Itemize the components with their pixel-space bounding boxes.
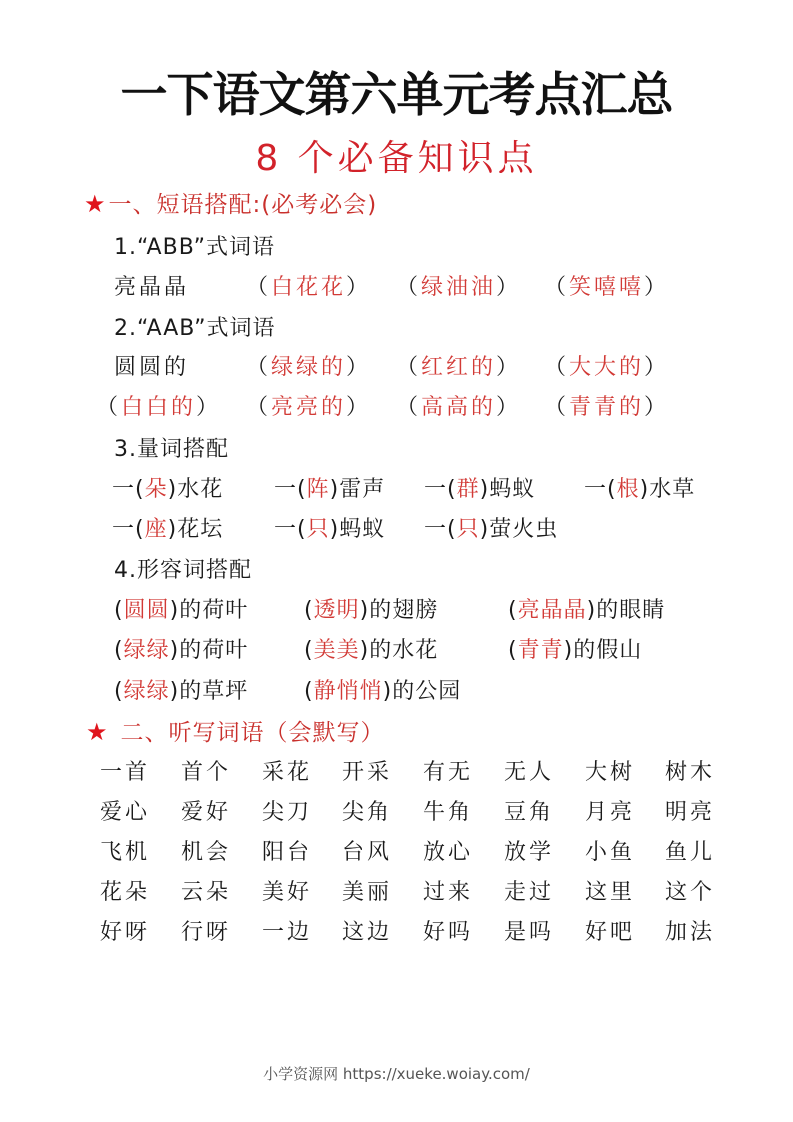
page-title: 一下语文第六单元考点汇总 (120, 68, 673, 123)
dictation-word: 爱心 (100, 800, 151, 825)
dictation-word: 一边 (262, 920, 313, 945)
aab-answer-7: （青青的） (544, 395, 670, 420)
star-icon: ★ (86, 718, 109, 746)
dictation-word: 明亮 (665, 800, 716, 825)
dictation-word: 走过 (504, 880, 555, 905)
dictation-word: 云朵 (181, 880, 232, 905)
dictation-word: 过来 (423, 880, 474, 905)
dictation-word: 爱好 (181, 800, 232, 825)
dictation-word: 这里 (585, 880, 636, 905)
section2-heading (86, 714, 385, 747)
dictation-word: 鱼儿 (665, 840, 716, 865)
adjective-item-6: (青青)的假山 (508, 638, 643, 663)
adjective-item-1: (圆圆)的荷叶 (114, 598, 249, 623)
dictation-word: 花朵 (100, 880, 151, 905)
dictation-word: 一首 (100, 760, 151, 785)
dictation-word: 开采 (342, 760, 393, 785)
dictation-word: 牛角 (423, 800, 474, 825)
dictation-word: 机会 (181, 840, 232, 865)
dictation-word: 这个 (665, 880, 716, 905)
aab-answer-5: （亮亮的） (246, 395, 372, 420)
dictation-word: 尖刀 (262, 800, 313, 825)
adjective-item-8: (静悄悄)的公园 (304, 679, 462, 704)
dictation-word: 行呀 (181, 920, 232, 945)
dictation-word: 小鱼 (585, 840, 636, 865)
dictation-word: 加法 (665, 920, 716, 945)
dictation-word: 放学 (504, 840, 555, 865)
abb-example: 亮晶晶 (114, 275, 190, 300)
dictation-word: 树木 (665, 760, 716, 785)
adjective-label: 4.形容词搭配 (114, 558, 252, 583)
dictation-word: 台风 (342, 840, 393, 865)
measure-item-3: 一(群)蚂蚁 (424, 477, 536, 502)
aab-answer-1: （绿绿的） (246, 355, 372, 380)
dictation-word: 美丽 (342, 880, 393, 905)
dictation-word: 有无 (423, 760, 474, 785)
dictation-word: 尖角 (342, 800, 393, 825)
dictation-word: 好呀 (100, 920, 151, 945)
measure-item-1: 一(朵)水花 (112, 477, 224, 502)
adjective-item-3: (亮晶晶)的眼睛 (508, 598, 666, 623)
adjective-item-7: (绿绿)的草坪 (114, 679, 249, 704)
measure-item-2: 一(阵)雷声 (274, 477, 386, 502)
aab-answer-6: （高高的） (396, 395, 522, 420)
section2-heading-text: 二、听写词语（会默写） (120, 720, 385, 746)
dictation-word: 这边 (342, 920, 393, 945)
adjective-item-2: (透明)的翅膀 (304, 598, 439, 623)
dictation-word: 放心 (423, 840, 474, 865)
dictation-word: 飞机 (100, 840, 151, 865)
dictation-word: 月亮 (585, 800, 636, 825)
dictation-word: 好吧 (585, 920, 636, 945)
aab-answer-4: （白白的） (96, 395, 222, 420)
measure-label: 3.量词搭配 (114, 437, 229, 462)
measure-item-6: 一(只)蚂蚁 (274, 517, 386, 542)
aab-answer-3: （大大的） (544, 355, 670, 380)
section1-heading-text: 一、短语搭配:(必考必会) (108, 192, 378, 218)
abb-answer-3: （笑嘻嘻） (544, 275, 670, 300)
abb-answer-2: （绿油油） (396, 275, 522, 300)
dictation-word: 首个 (181, 760, 232, 785)
abb-answer-1: （白花花） (246, 275, 372, 300)
aab-label: 2.“AAB”式词语 (114, 316, 276, 341)
dictation-word: 采花 (262, 760, 313, 785)
aab-answer-2: （红红的） (396, 355, 522, 380)
footer-source: 小学资源网 https://xueke.woiay.com/ (263, 1065, 530, 1083)
star-icon: ★ (84, 190, 107, 218)
dictation-word: 豆角 (504, 800, 555, 825)
measure-item-5: 一(座)花坛 (112, 517, 224, 542)
dictation-word: 美好 (262, 880, 313, 905)
dictation-word: 大树 (585, 760, 636, 785)
section1-heading (84, 186, 377, 219)
dictation-word: 阳台 (262, 840, 313, 865)
measure-item-7: 一(只)萤火虫 (424, 517, 559, 542)
measure-item-4: 一(根)水草 (584, 477, 696, 502)
adjective-item-5: (美美)的水花 (304, 638, 439, 663)
dictation-word: 好吗 (423, 920, 474, 945)
dictation-word: 是吗 (504, 920, 555, 945)
aab-example: 圆圆的 (114, 355, 190, 380)
dictation-word: 无人 (504, 760, 555, 785)
adjective-item-4: (绿绿)的荷叶 (114, 638, 249, 663)
abb-label: 1.“ABB”式词语 (114, 235, 275, 260)
page-subtitle: 8 个必备知识点 (255, 138, 538, 179)
